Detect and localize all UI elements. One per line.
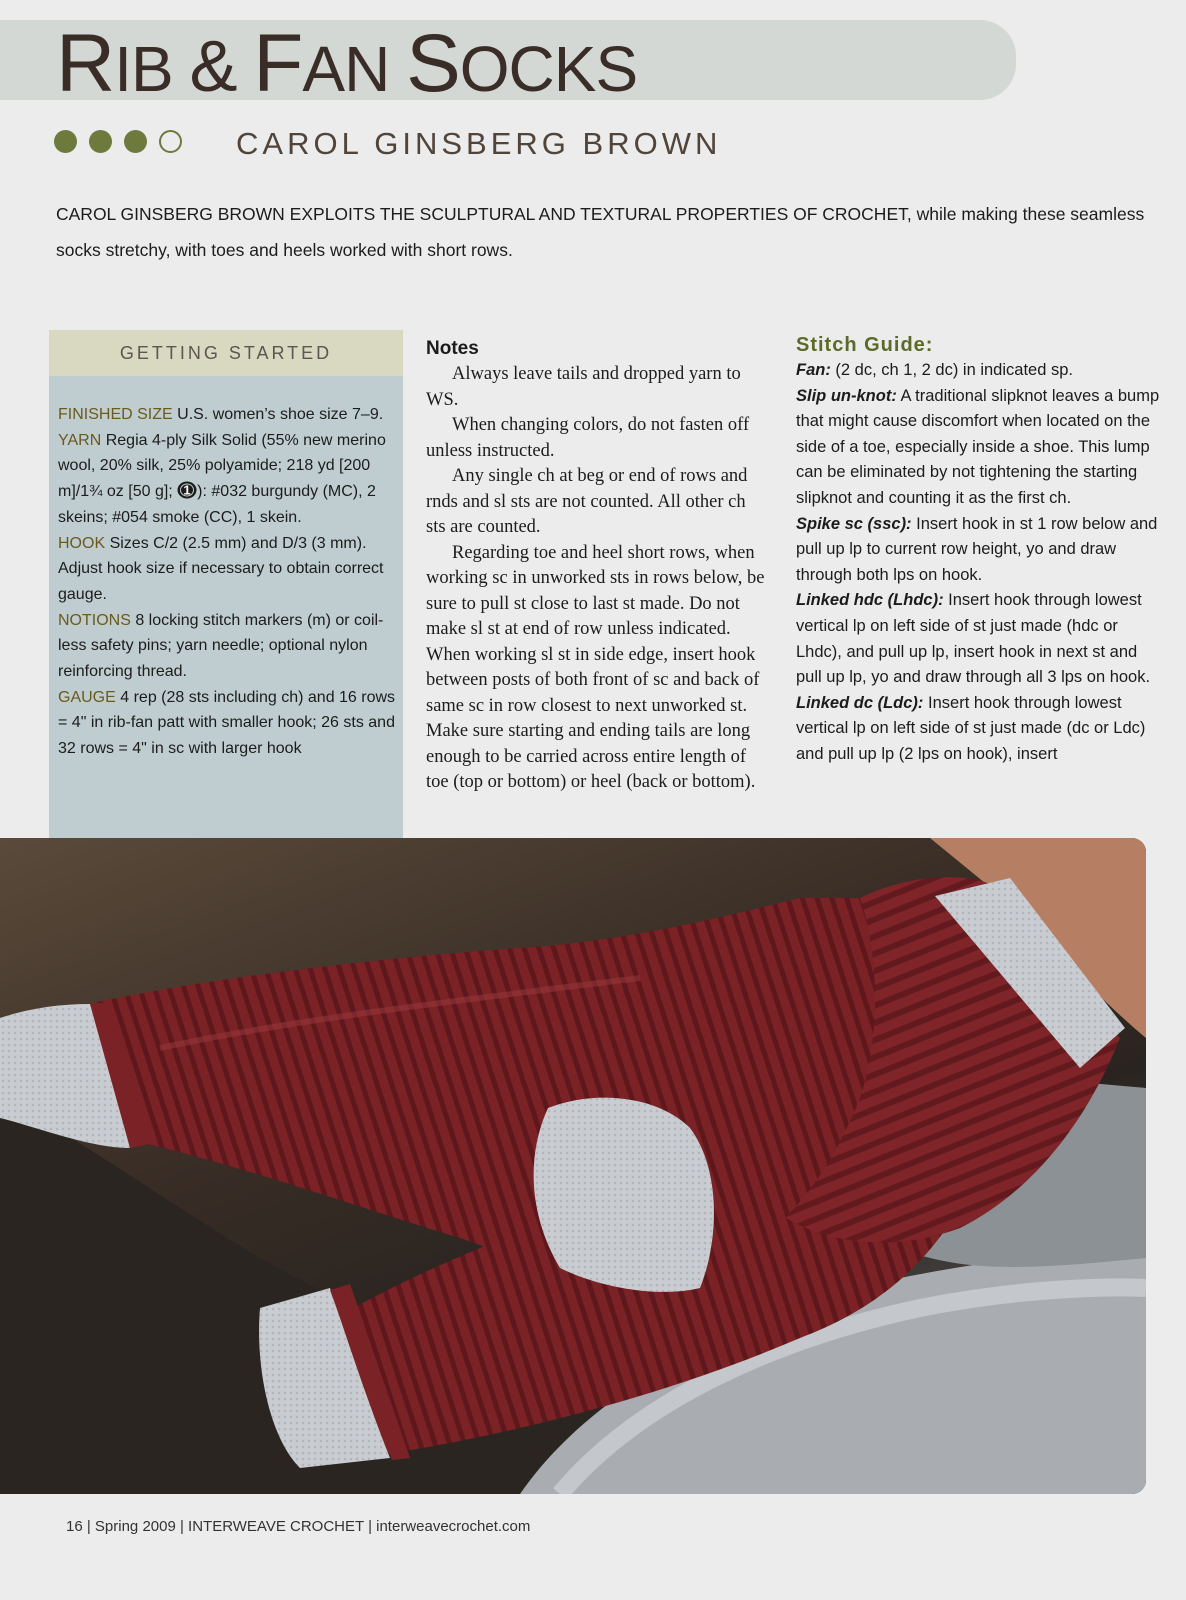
finished-size-label: FINISHED SIZE <box>58 406 173 423</box>
stitch-entry <box>796 588 1162 690</box>
difficulty-dot-empty-icon <box>159 130 182 153</box>
notions-label: NOTIONS <box>58 611 131 629</box>
hook <box>58 531 397 608</box>
title-ampersand: & <box>189 27 237 107</box>
title-rest-3: OCKS <box>459 33 638 105</box>
yarn-label: YARN <box>58 431 102 449</box>
title-cap-2: F <box>253 18 303 109</box>
yarn-weight-icon <box>177 481 197 499</box>
notions <box>58 608 397 685</box>
stitch-entry <box>796 384 1162 512</box>
notes-paragraph: Regarding toe and heel short rows, when working sc in unworked sts in rows below, be sure to pull st close to last st made. Do not make sl st at end of row unless indicated. When working sl st in side edge, insert hook between posts of both front of sc and back of same sc in row closest to next unworked st. Make sure starting and ending tails are long enough to be carried across entire length of toe (top or bottom) or heel (back or bottom). <box>426 542 765 792</box>
notes-paragraph: When changing colors, do not fasten off unless instructed. <box>426 415 750 461</box>
yarn-weight-number: 1 <box>183 482 191 498</box>
gauge-label: GAUGE <box>58 688 116 706</box>
stitch-entry <box>796 512 1162 589</box>
intro-lead: CAROL GINSBERG BROWN EXPLOITS THE SCULPTURAL AND TEXTURAL PROPERTIES OF CROCHET, <box>56 204 912 224</box>
title-cap-1: R <box>56 18 115 109</box>
intro-paragraph <box>56 196 1166 268</box>
notes-paragraph: Always leave tails and dropped yarn to WS. <box>426 364 741 410</box>
getting-started-sidebar <box>49 330 403 840</box>
stitch-text: A traditional slipknot leaves a bump that might cause discomfort when located on the side of a toe, especially inside a shoe. This lump can be eliminated by not tightening the starting slipknot and counting it as the first ch. <box>796 386 1160 507</box>
difficulty-rating <box>54 130 194 158</box>
notes-column <box>426 336 766 796</box>
stitch-entry <box>796 358 1162 384</box>
author-name: CAROL GINSBERG BROWN <box>236 126 722 161</box>
stitch-term: Spike sc (ssc): <box>796 514 912 533</box>
socks-photo <box>0 838 1146 1494</box>
title-rest-1: IB <box>114 33 173 105</box>
yarn-text-a: Regia 4-ply Silk Solid (55% new merino wool, 20% silk, 25% polyamide; 218 yd [200 m]/1¾ oz [50 g]; <box>58 431 386 501</box>
page-footer: 16 | Spring 2009 | INTERWEAVE CROCHET | interweavecrochet.com <box>66 1518 531 1535</box>
difficulty-dot-filled-icon <box>124 130 147 153</box>
stitch-term: Linked hdc (Lhdc): <box>796 591 944 610</box>
stitch-guide-column <box>796 332 1162 768</box>
stitch-term: Slip un-knot: <box>796 386 897 405</box>
gauge <box>58 685 397 762</box>
stitch-term: Fan: <box>796 361 831 379</box>
stitch-text: (2 dc, ch 1, 2 dc) in indicated sp. <box>830 361 1073 379</box>
stitch-term: Linked dc (Ldc): <box>796 693 924 712</box>
getting-started-body <box>49 376 403 762</box>
getting-started-heading: GETTING STARTED <box>49 330 403 376</box>
title-rest-2: AN <box>302 33 390 105</box>
stitch-text: Insert hook through lowest vertical lp on left side of st just made (dc or Ldc) and pull up lp (2 lps on hook), insert <box>796 693 1146 763</box>
notes-heading: Notes <box>426 338 479 359</box>
hook-label: HOOK <box>58 534 106 552</box>
difficulty-dot-filled-icon <box>54 130 77 153</box>
stitch-guide-heading: Stitch Guide: <box>796 334 934 356</box>
title-cap-3: S <box>406 18 460 109</box>
intro-rest: while making these seamless socks stretchy, with toes and heels worked with short rows. <box>56 204 1145 260</box>
finished-size <box>58 402 397 428</box>
stitch-text: Insert hook in st 1 row below and pull up lp to current row height, yo and draw through both lps on hook. <box>796 514 1158 584</box>
yarn-text-b: ): #032 burgundy (MC), 2 skeins; #054 smoke (CC), 1 skein. <box>58 483 376 526</box>
stitch-text: Insert hook through lowest vertical lp on left side of st just made (hdc or Lhdc), and pull up lp, insert hook in next st and pull up lp, yo and draw through all 3 lps on hook. <box>796 591 1151 687</box>
hook-text: Sizes C/2 (2.5 mm) and D/3 (3 mm). Adjust hook size if necessary to obtain correct gauge. <box>58 534 384 603</box>
article-title <box>56 18 638 109</box>
notes-paragraph: Any single ch at beg or end of rows and rnds and sl sts are not counted. All other ch sts are counted. <box>426 466 748 537</box>
yarn <box>58 428 397 531</box>
byline <box>54 120 721 168</box>
socks-illustration <box>0 838 1146 1494</box>
stitch-entry <box>796 691 1162 768</box>
finished-size-text: U.S. women’s shoe size 7–9. <box>172 406 384 423</box>
gauge-text: 4 rep (28 sts including ch) and 16 rows = 4" in rib-fan patt with smaller hook; 26 sts and 32 rows = 4" in sc with larger hook <box>58 688 396 758</box>
notions-text: 8 locking stitch markers (m) or coil-less safety pins; yarn needle; optional nylon reinforcing thread. <box>58 611 384 681</box>
difficulty-dot-filled-icon <box>89 130 112 153</box>
